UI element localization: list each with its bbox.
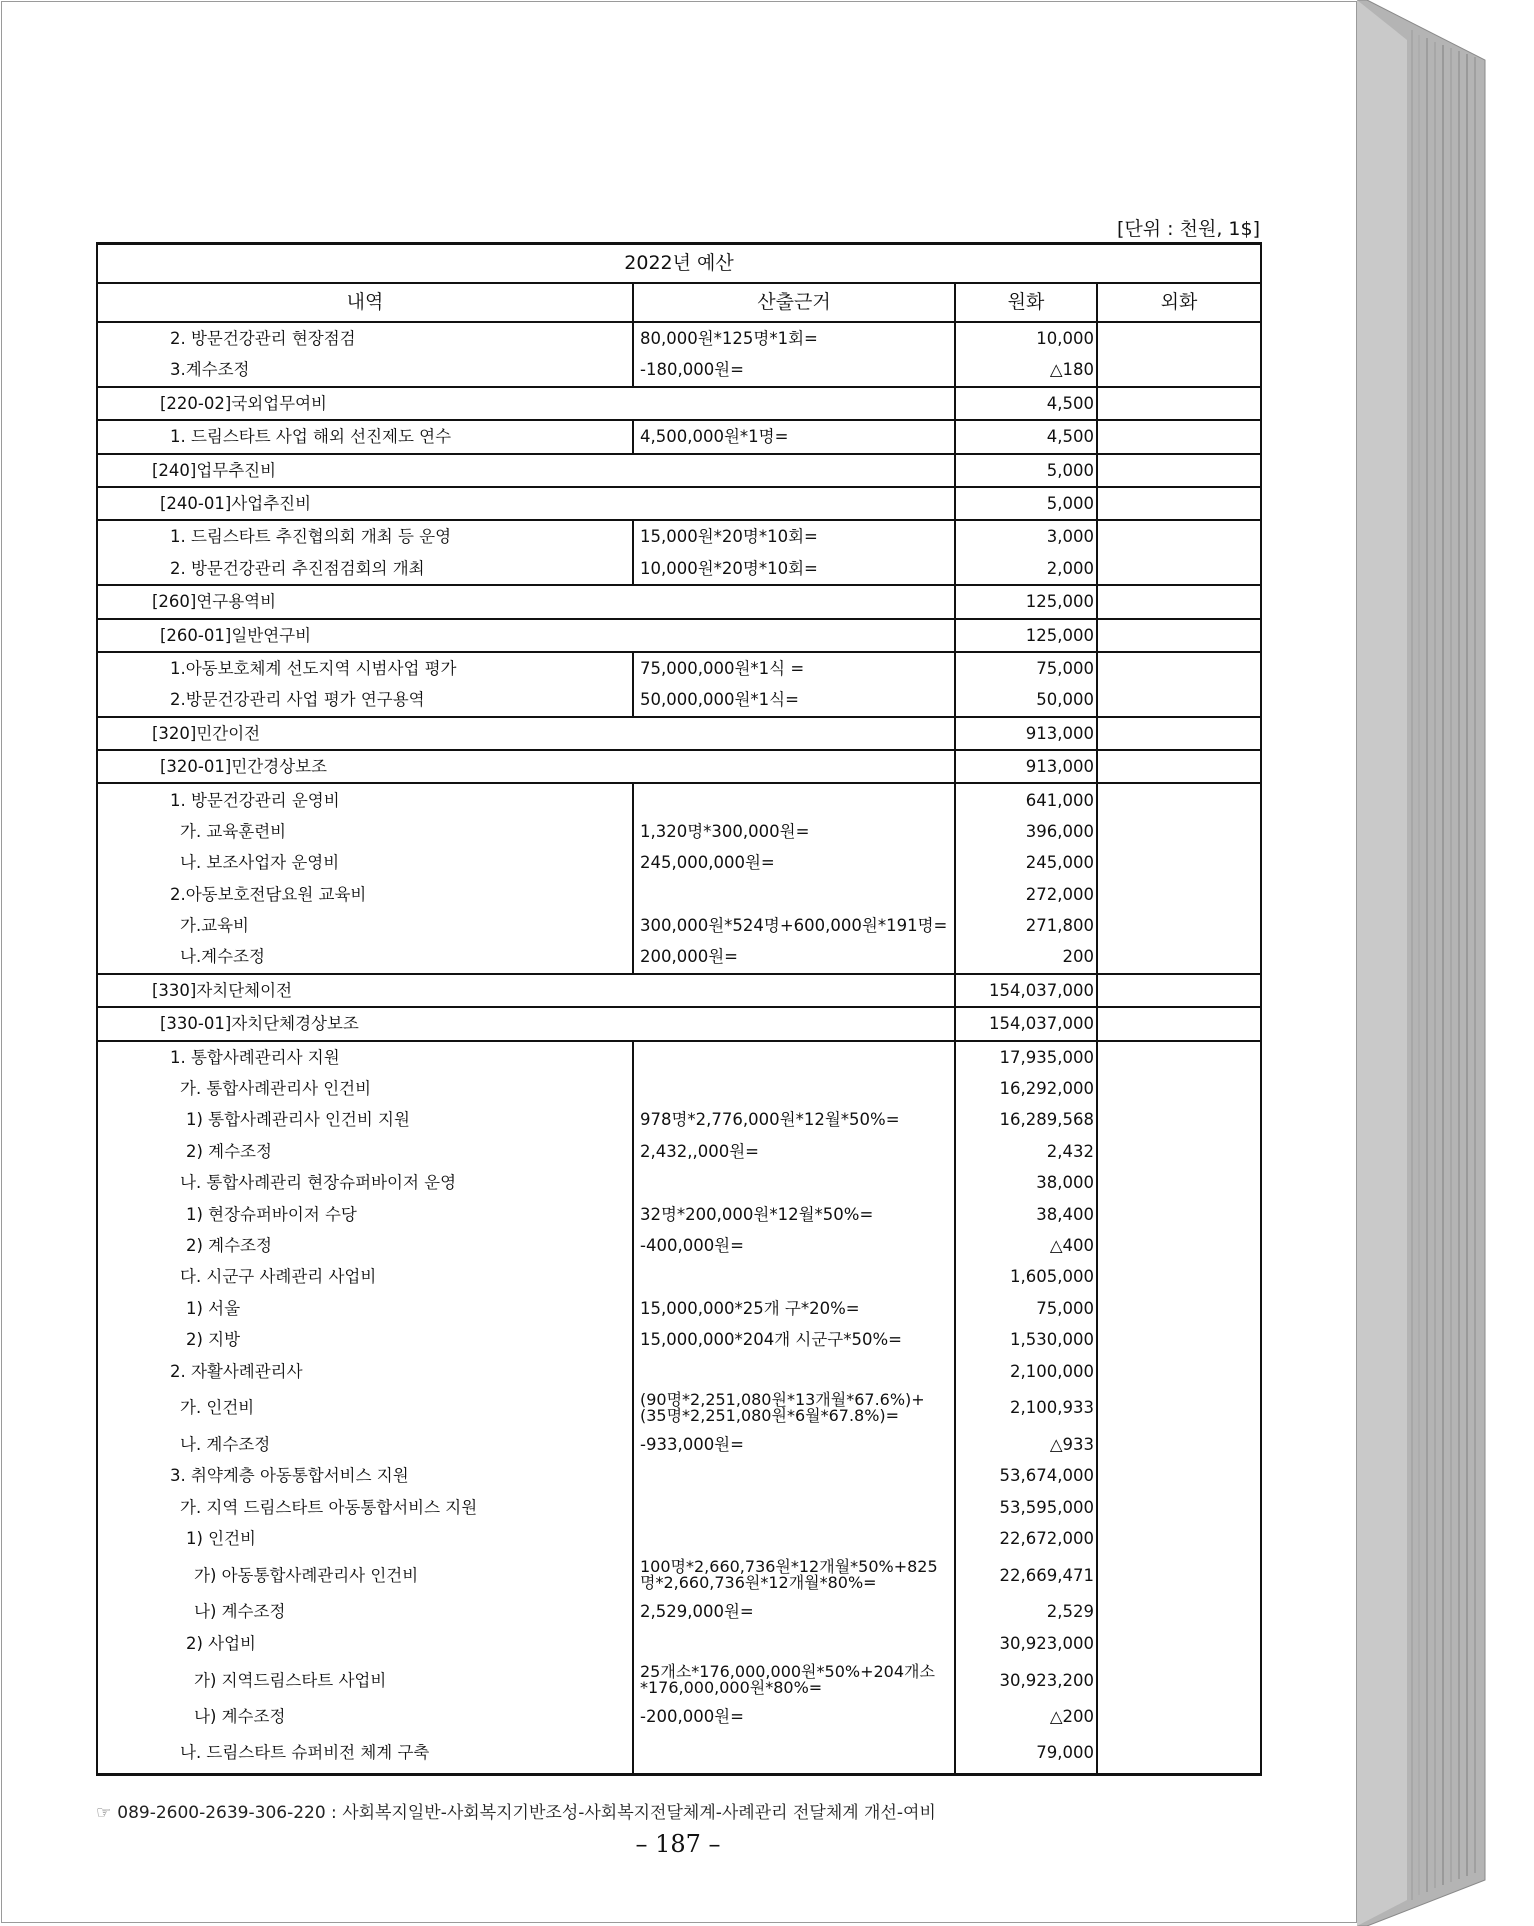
row-desc: 1. 통합사례관리사 지원 bbox=[97, 1041, 633, 1073]
row-desc: 2) 사업비 bbox=[97, 1628, 633, 1659]
row-krw: 38,400 bbox=[955, 1199, 1097, 1230]
book-page-edge bbox=[1357, 0, 1487, 1926]
row-desc: 1. 드림스타트 사업 해외 선진제도 연수 bbox=[97, 420, 633, 453]
row-basis bbox=[633, 783, 955, 815]
table-row bbox=[97, 974, 1261, 1007]
row-krw: 641,000 bbox=[955, 783, 1097, 815]
footnote bbox=[96, 1798, 936, 1823]
row-basis bbox=[633, 1628, 955, 1659]
row-fx bbox=[1097, 1554, 1261, 1596]
row-fx bbox=[1097, 454, 1261, 487]
table-row bbox=[97, 1136, 1261, 1167]
row-krw: 154,037,000 bbox=[955, 1007, 1097, 1040]
row-krw: △400 bbox=[955, 1230, 1097, 1261]
row-fx bbox=[1097, 652, 1261, 684]
table-row bbox=[97, 1104, 1261, 1135]
row-fx bbox=[1097, 1073, 1261, 1104]
table-row bbox=[97, 1429, 1261, 1460]
row-krw: 272,000 bbox=[955, 879, 1097, 910]
row-krw: 2,100,933 bbox=[955, 1387, 1097, 1429]
row-krw: △200 bbox=[955, 1701, 1097, 1732]
row-desc: 나) 계수조정 bbox=[97, 1701, 633, 1732]
row-basis bbox=[633, 1492, 955, 1523]
row-krw: 38,000 bbox=[955, 1167, 1097, 1198]
row-krw: 17,935,000 bbox=[955, 1041, 1097, 1073]
table-row bbox=[97, 1492, 1261, 1523]
row-fx bbox=[1097, 1429, 1261, 1460]
row-fx bbox=[1097, 941, 1261, 973]
row-desc: 나. 보조사업자 운영비 bbox=[97, 847, 633, 878]
row-desc: 2. 자활사례관리사 bbox=[97, 1356, 633, 1387]
row-basis: -200,000원= bbox=[633, 1701, 955, 1732]
row-krw: 4,500 bbox=[955, 387, 1097, 420]
table-row bbox=[97, 1387, 1261, 1429]
row-fx bbox=[1097, 1007, 1261, 1040]
row-basis: 200,000원= bbox=[633, 941, 955, 973]
row-krw: 10,000 bbox=[955, 322, 1097, 354]
table-row bbox=[97, 847, 1261, 878]
row-krw: 2,432 bbox=[955, 1136, 1097, 1167]
row-basis: 15,000,000*204개 시군구*50%= bbox=[633, 1324, 955, 1355]
row-krw: 913,000 bbox=[955, 750, 1097, 783]
row-desc: [260]연구용역비 bbox=[97, 585, 955, 618]
row-krw: 271,800 bbox=[955, 910, 1097, 941]
row-basis: -180,000원= bbox=[633, 354, 955, 386]
row-basis: 80,000원*125명*1회= bbox=[633, 322, 955, 354]
table-row bbox=[97, 1596, 1261, 1627]
row-fx bbox=[1097, 1492, 1261, 1523]
row-basis: 15,000원*20명*10회= bbox=[633, 520, 955, 552]
row-basis: 2,529,000원= bbox=[633, 1596, 955, 1627]
row-fx bbox=[1097, 1460, 1261, 1491]
row-fx bbox=[1097, 420, 1261, 453]
table-row bbox=[97, 354, 1261, 386]
header-basis: 산출근거 bbox=[633, 283, 955, 322]
table-row bbox=[97, 783, 1261, 815]
row-fx bbox=[1097, 1523, 1261, 1554]
row-fx bbox=[1097, 1167, 1261, 1198]
table-row bbox=[97, 1007, 1261, 1040]
row-desc: 1) 통합사례관리사 인건비 지원 bbox=[97, 1104, 633, 1135]
header-krw: 원화 bbox=[955, 283, 1097, 322]
row-basis: 100명*2,660,736원*12개월*50%+825명*2,660,736원*12개월*80%= bbox=[633, 1554, 955, 1596]
row-desc: 가. 교육훈련비 bbox=[97, 816, 633, 847]
row-krw: 16,289,568 bbox=[955, 1104, 1097, 1135]
row-desc: 1) 현장슈퍼바이저 수당 bbox=[97, 1199, 633, 1230]
row-fx bbox=[1097, 1293, 1261, 1324]
table-row bbox=[97, 322, 1261, 354]
row-krw: 53,674,000 bbox=[955, 1460, 1097, 1491]
row-desc: 2. 방문건강관리 추진점검회의 개최 bbox=[97, 553, 633, 585]
table-row bbox=[97, 619, 1261, 652]
row-fx bbox=[1097, 1104, 1261, 1135]
table-row bbox=[97, 1356, 1261, 1387]
table-row bbox=[97, 910, 1261, 941]
row-basis bbox=[633, 1356, 955, 1387]
row-fx bbox=[1097, 1136, 1261, 1167]
row-fx bbox=[1097, 1356, 1261, 1387]
row-desc: 3. 취약계층 아동통합서비스 지원 bbox=[97, 1460, 633, 1491]
row-fx bbox=[1097, 520, 1261, 552]
row-fx bbox=[1097, 1041, 1261, 1073]
row-krw: 5,000 bbox=[955, 487, 1097, 520]
row-fx bbox=[1097, 783, 1261, 815]
row-desc: 가) 아동통합사례관리사 인건비 bbox=[97, 1554, 633, 1596]
table-row bbox=[97, 1324, 1261, 1355]
row-basis: 15,000,000*25개 구*20%= bbox=[633, 1293, 955, 1324]
table-row bbox=[97, 750, 1261, 783]
row-basis bbox=[633, 1460, 955, 1491]
row-basis: 50,000,000원*1식= bbox=[633, 684, 955, 716]
row-fx bbox=[1097, 750, 1261, 783]
unit-label: [단위 : 천원, 1$] bbox=[1117, 218, 1260, 240]
row-krw: 125,000 bbox=[955, 619, 1097, 652]
row-desc: 1) 인건비 bbox=[97, 1523, 633, 1554]
row-desc: 가. 지역 드림스타트 아동통합서비스 지원 bbox=[97, 1492, 633, 1523]
row-krw: 75,000 bbox=[955, 1293, 1097, 1324]
row-desc: [220-02]국외업무여비 bbox=[97, 387, 955, 420]
row-desc: 나. 계수조정 bbox=[97, 1429, 633, 1460]
row-basis: 10,000원*20명*10회= bbox=[633, 553, 955, 585]
table-row bbox=[97, 652, 1261, 684]
row-fx bbox=[1097, 1387, 1261, 1429]
header-desc: 내역 bbox=[97, 283, 633, 322]
table-row bbox=[97, 684, 1261, 716]
row-desc: 가. 통합사례관리사 인건비 bbox=[97, 1073, 633, 1104]
table-row bbox=[97, 1261, 1261, 1292]
row-fx bbox=[1097, 387, 1261, 420]
row-basis bbox=[633, 1167, 955, 1198]
row-desc: [320-01]민간경상보조 bbox=[97, 750, 955, 783]
table-row bbox=[97, 1701, 1261, 1732]
row-desc: 나.계수조정 bbox=[97, 941, 633, 973]
row-basis: 245,000,000원= bbox=[633, 847, 955, 878]
table-title: 2022년 예산 bbox=[97, 244, 1261, 284]
row-desc: 2) 계수조정 bbox=[97, 1230, 633, 1261]
row-krw: 1,605,000 bbox=[955, 1261, 1097, 1292]
row-desc: 2.아동보호전담요원 교육비 bbox=[97, 879, 633, 910]
table-row bbox=[97, 1628, 1261, 1659]
row-fx bbox=[1097, 879, 1261, 910]
row-desc: 1) 서울 bbox=[97, 1293, 633, 1324]
table-row bbox=[97, 879, 1261, 910]
row-desc: 1. 드림스타트 추진협의회 개최 등 운영 bbox=[97, 520, 633, 552]
row-fx bbox=[1097, 354, 1261, 386]
row-krw: 50,000 bbox=[955, 684, 1097, 716]
row-krw: 154,037,000 bbox=[955, 974, 1097, 1007]
row-fx bbox=[1097, 1261, 1261, 1292]
row-fx bbox=[1097, 585, 1261, 618]
row-desc: 3.계수조정 bbox=[97, 354, 633, 386]
row-krw: 2,529 bbox=[955, 1596, 1097, 1627]
row-basis bbox=[633, 879, 955, 910]
row-basis: -933,000원= bbox=[633, 1429, 955, 1460]
row-fx bbox=[1097, 487, 1261, 520]
row-krw: 2,100,000 bbox=[955, 1356, 1097, 1387]
row-desc: 2. 방문건강관리 현장점검 bbox=[97, 322, 633, 354]
row-krw: 53,595,000 bbox=[955, 1492, 1097, 1523]
row-desc: 가.교육비 bbox=[97, 910, 633, 941]
row-basis: 4,500,000원*1명= bbox=[633, 420, 955, 453]
row-krw: 30,923,000 bbox=[955, 1628, 1097, 1659]
header-fx: 외화 bbox=[1097, 283, 1261, 322]
row-fx bbox=[1097, 717, 1261, 750]
table-row bbox=[97, 1554, 1261, 1596]
row-desc: 1. 방문건강관리 운영비 bbox=[97, 783, 633, 815]
row-krw: 2,000 bbox=[955, 553, 1097, 585]
row-krw: 75,000 bbox=[955, 652, 1097, 684]
row-krw: 30,923,200 bbox=[955, 1659, 1097, 1701]
row-desc: [330-01]자치단체경상보조 bbox=[97, 1007, 955, 1040]
row-desc: 나) 계수조정 bbox=[97, 1596, 633, 1627]
table-row bbox=[97, 1199, 1261, 1230]
row-fx bbox=[1097, 1659, 1261, 1701]
table-row bbox=[97, 1733, 1261, 1775]
table-row bbox=[97, 1293, 1261, 1324]
row-krw: 5,000 bbox=[955, 454, 1097, 487]
table-row bbox=[97, 420, 1261, 453]
page-number: – 187 – bbox=[635, 1830, 721, 1858]
table-row bbox=[97, 941, 1261, 973]
row-fx bbox=[1097, 1733, 1261, 1775]
row-desc: 나. 드림스타트 슈퍼비전 체계 구축 bbox=[97, 1733, 633, 1775]
row-desc: 다. 시군구 사례관리 사업비 bbox=[97, 1261, 633, 1292]
row-fx bbox=[1097, 847, 1261, 878]
row-fx bbox=[1097, 553, 1261, 585]
row-krw: 4,500 bbox=[955, 420, 1097, 453]
row-fx bbox=[1097, 1230, 1261, 1261]
row-krw: 16,292,000 bbox=[955, 1073, 1097, 1104]
table-row bbox=[97, 1230, 1261, 1261]
row-fx bbox=[1097, 1199, 1261, 1230]
row-fx bbox=[1097, 974, 1261, 1007]
budget-table bbox=[96, 242, 1262, 1776]
row-krw: 245,000 bbox=[955, 847, 1097, 878]
row-krw: △180 bbox=[955, 354, 1097, 386]
table-row bbox=[97, 1167, 1261, 1198]
row-krw: 22,672,000 bbox=[955, 1523, 1097, 1554]
footnote-text: 089-2600-2639-306-220 : 사회복지일반-사회복지기반조성-사회복지전달체계-사례관리 전달체계 개선-여비 bbox=[117, 1803, 936, 1823]
row-desc: 가) 지역드림스타트 사업비 bbox=[97, 1659, 633, 1701]
table-row bbox=[97, 454, 1261, 487]
row-desc: [260-01]일반연구비 bbox=[97, 619, 955, 652]
table-row bbox=[97, 1460, 1261, 1491]
table-row bbox=[97, 1073, 1261, 1104]
row-fx bbox=[1097, 322, 1261, 354]
row-desc: 2) 지방 bbox=[97, 1324, 633, 1355]
row-fx bbox=[1097, 619, 1261, 652]
row-desc: 나. 통합사례관리 현장슈퍼바이저 운영 bbox=[97, 1167, 633, 1198]
row-basis bbox=[633, 1261, 955, 1292]
row-basis bbox=[633, 1523, 955, 1554]
row-fx bbox=[1097, 684, 1261, 716]
table-row bbox=[97, 585, 1261, 618]
row-fx bbox=[1097, 1701, 1261, 1732]
row-fx bbox=[1097, 1596, 1261, 1627]
row-fx bbox=[1097, 1628, 1261, 1659]
row-krw: 79,000 bbox=[955, 1733, 1097, 1775]
row-basis: 300,000원*524명+600,000원*191명= bbox=[633, 910, 955, 941]
row-krw: 3,000 bbox=[955, 520, 1097, 552]
row-krw: 200 bbox=[955, 941, 1097, 973]
table-row bbox=[97, 1041, 1261, 1073]
row-basis: 978명*2,776,000원*12월*50%= bbox=[633, 1104, 955, 1135]
pointing-hand-icon: ☞ bbox=[96, 1803, 112, 1823]
row-desc: [240]업무추진비 bbox=[97, 454, 955, 487]
row-krw: 22,669,471 bbox=[955, 1554, 1097, 1596]
table-row bbox=[97, 553, 1261, 585]
row-basis: 32명*200,000원*12월*50%= bbox=[633, 1199, 955, 1230]
row-desc: [320]민간이전 bbox=[97, 717, 955, 750]
table-row bbox=[97, 816, 1261, 847]
row-desc: [330]자치단체이전 bbox=[97, 974, 955, 1007]
table-row bbox=[97, 487, 1261, 520]
row-basis: 25개소*176,000,000원*50%+204개소*176,000,000원*80%= bbox=[633, 1659, 955, 1701]
table-row bbox=[97, 520, 1261, 552]
row-fx bbox=[1097, 910, 1261, 941]
row-desc: 2.방문건강관리 사업 평가 연구용역 bbox=[97, 684, 633, 716]
row-krw: 125,000 bbox=[955, 585, 1097, 618]
row-basis bbox=[633, 1073, 955, 1104]
row-krw: 913,000 bbox=[955, 717, 1097, 750]
row-fx bbox=[1097, 1324, 1261, 1355]
row-krw: 396,000 bbox=[955, 816, 1097, 847]
row-desc: [240-01]사업추진비 bbox=[97, 487, 955, 520]
row-desc: 1.아동보호체계 선도지역 시범사업 평가 bbox=[97, 652, 633, 684]
row-desc: 가. 인건비 bbox=[97, 1387, 633, 1429]
row-fx bbox=[1097, 816, 1261, 847]
row-krw: △933 bbox=[955, 1429, 1097, 1460]
row-basis: (90명*2,251,080원*13개월*67.6%)+(35명*2,251,080원*6월*67.8%)= bbox=[633, 1387, 955, 1429]
row-krw: 1,530,000 bbox=[955, 1324, 1097, 1355]
row-basis: 1,320명*300,000원= bbox=[633, 816, 955, 847]
table-row bbox=[97, 1659, 1261, 1701]
table-row bbox=[97, 717, 1261, 750]
table-row bbox=[97, 1523, 1261, 1554]
table-row bbox=[97, 387, 1261, 420]
row-basis bbox=[633, 1733, 955, 1775]
row-basis bbox=[633, 1041, 955, 1073]
row-basis: 2,432,,000원= bbox=[633, 1136, 955, 1167]
row-desc: 2) 계수조정 bbox=[97, 1136, 633, 1167]
row-basis: -400,000원= bbox=[633, 1230, 955, 1261]
row-basis: 75,000,000원*1식 = bbox=[633, 652, 955, 684]
